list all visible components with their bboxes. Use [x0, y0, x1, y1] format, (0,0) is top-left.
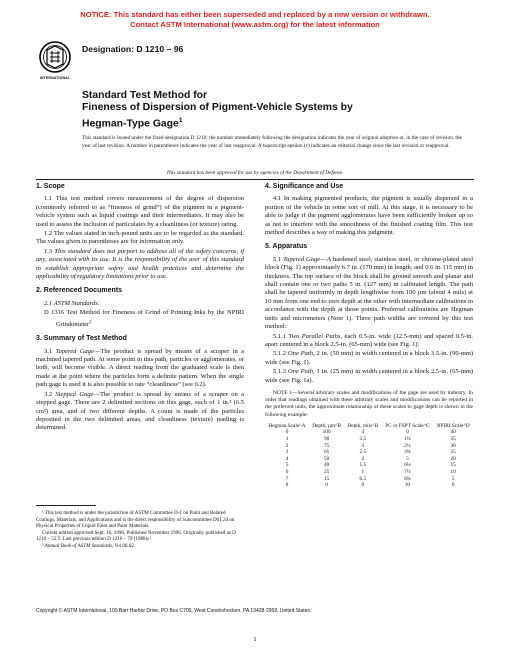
footnote-1: ¹ This test method is under the jurisdiction of ASTM Committee D-1 on Paint and Related Coatings, Materials, and Applications and is the direct responsibility of Subcommittee D01.24 on Physical Properties of Liquid Paint and Paint Materials. — [36, 510, 235, 530]
table-cell: 5 — [406, 455, 409, 462]
table-cell: 0 — [451, 482, 455, 489]
table-cell: 4 — [361, 429, 365, 436]
table-cell: 7½ — [404, 468, 411, 475]
table-cell: 8 — [285, 482, 289, 489]
reference-d1316: D 1316 Test Method for Fineness of Grind of Printing Inks by the NPIRI Grindometer$^2$ — [44, 309, 244, 328]
table-cell: 6 — [285, 468, 289, 475]
table-cell: 5 — [451, 475, 455, 482]
paragraph-1-1: 1.1 This test method covers measurement of the degree of dispersion (commonly referred to as “fineness of grind”) of the pigment in a pigment-vehicle system such as liquid coatings and their intermediates. It may also be used to assess the inclusion of particulates by a cleanliness (or texture) rating. — [36, 195, 244, 228]
table-cell: 3 — [285, 449, 289, 456]
scale-table — [265, 423, 473, 489]
note-1: NOTE 1—Several arbitrary scales and modifications of the gage are used by industry. In order that readings obtained with these arbitrary scales and modifications can be reported in the preferred units, the approximate relationship of these scales to gage depth is shown in the following example: — [265, 389, 473, 418]
table-cell: 35 — [450, 435, 456, 442]
paragraph-3-1: 3.1 Tapered Gage—The product is spread by means of a scraper in a machined tapered path. At some point in this path, particles or agglomerates, or both, will become visible. A direct reading from the graduated scale is then made at the point where the particles form a definite pattern. When the single path gage is used it is also possible to rate “cleanliness” (see 6.2). — [36, 347, 245, 389]
table-cell: 8¾ — [404, 475, 411, 482]
section-heading-significance: 4. Significance and Use — [265, 183, 344, 190]
table-cell: 0 — [406, 429, 409, 436]
notice-line-1: NOTICE: This standard has either been superseded and replaced by a new version or withdrawn. — [80, 10, 430, 19]
paragraph-1-2: 1.2 The values stated in inch-pound units are to be regarded as the standard. The values given in parentheses are for information only. — [36, 230, 244, 246]
table-cell: 20 — [450, 455, 456, 462]
table-cell: 0 — [325, 482, 328, 489]
table-cell: 15 — [450, 462, 456, 469]
copyright-line: Copyright © ASTM International, 100 Barr Harbor Drive, PO Box C700, West Conshohocken, PA 19428-2959, United States. — [36, 608, 312, 614]
table-cell: 30 — [450, 442, 456, 449]
paragraph-5-1-1: 5.1.1 Two Parallel Paths, each 0.5-in. wide (12.5-mm) and spaced 0.5-in. apart centered in a block 2.5-in. (65-mm) wide (see Fig. 1). — [265, 332, 474, 348]
issuance-note: This standard is issued under the fixed designation D 1210; the number immediately following the designation indicates the year of original adoption or, in the case of revision, the year of last revision. A number in parentheses indicates the year of last reapproval. A superscript epsilon (ε) indicates an editorial change since the last revision or reapproval. — [82, 135, 462, 149]
table-cell: 5 — [285, 462, 289, 469]
table-cell: 90 — [323, 435, 330, 442]
table-row — [265, 443, 473, 450]
paragraph-5-1-2: 5.1.2 One Path, 2 in. (50 mm) in width centered in a block 3.5-in. (90-mm) wide (see Fig. 1). — [265, 350, 474, 366]
table-cell: 25 — [450, 449, 456, 456]
right-column — [265, 180, 473, 489]
table-row — [265, 476, 473, 483]
table-cell: 4 — [285, 455, 289, 462]
paragraph-3-2: 3.2 Stepped Gage—The product is spread by means of a scraper on a stepped gage. There are 2 delimited sections on this gage, each of 1 in.² (6.5 cm²) area, and of two different depths. A count is made of the particles deposited in the two delimited areas, and cleanliness (texture) reading is determined. — [36, 390, 244, 432]
title-footnote-mark: 1 — [178, 116, 183, 124]
table-row — [265, 449, 473, 456]
table-header-row — [265, 423, 473, 430]
table-cell: 15 — [323, 475, 330, 482]
table-row — [265, 456, 473, 463]
footnote-2: ² Annual Book of ASTM Standards, Vol 06.02. — [42, 542, 136, 549]
table-cell: 25 — [323, 468, 330, 475]
table-cell: 75 — [323, 442, 330, 449]
table-cell: 6¼ — [404, 462, 411, 469]
page-number: 1 — [253, 636, 257, 643]
astm-logo-icon — [38, 40, 72, 76]
table-cell: 0 — [361, 482, 365, 489]
table-cell: 1 — [285, 435, 289, 442]
table-cell: 10 — [450, 468, 456, 475]
table-cell: 0 — [285, 429, 289, 436]
footnote-1-edition: Current edition approved Sept. 10, 1996. Published November 1996. Originally published as D 1210 – 52 T. Last previous edition D 1210 – 79 (1988)ε¹. — [36, 529, 236, 543]
table-cell: 3.5 — [359, 435, 367, 442]
approval-note: This standard has been approved for use by agencies of the Department of Defense. — [166, 170, 344, 176]
document-title — [82, 90, 442, 131]
table-cell: 2.5 — [359, 449, 367, 456]
table-header: Depth, mils^B — [347, 422, 379, 429]
table-cell: 2½ — [404, 442, 411, 449]
table-cell: 2 — [361, 455, 365, 462]
table-cell: 3 — [361, 442, 365, 449]
designation: Designation: D 1210 – 96 — [82, 44, 184, 54]
table-cell: 65 — [323, 449, 330, 456]
title-line-1: Standard Test Method for — [82, 90, 208, 101]
paragraph-5-1: 5.1 Tapered Gage—A hardened steel, stainless steel, or chrome-plated steel block (Fig. 1) approximately 6.7 in. (170 mm) in length, and 0.6 in. (15 mm) in thickness. The top surface of the block shall be ground smooth and planar and shall contain one or two paths 5 in. (127 mm) in calibrated length. The path shall be tapered uniformly in depth lengthwise from 100 µm (about 4 mils) at 10 mm from one end to zero depth at the other with intermediate calibrations in accordance with the depth at those points. Preferred calibrations are Hegman units and micrometers (Note 1). Three path widths are covered by this test method: — [265, 255, 474, 331]
title-line-3: Hegman-Type Gage$^1$ — [82, 116, 183, 130]
table-cell: 7 — [285, 475, 289, 482]
left-column — [36, 180, 244, 434]
table-cell: 1 — [361, 468, 365, 475]
table-row — [265, 429, 473, 436]
table-header: Hegman Scale^A — [268, 422, 306, 429]
logo-subtext: INTERNATIONAL — [39, 76, 71, 80]
table-cell: 40 — [323, 462, 330, 469]
section-heading-referenced-documents: 2. Referenced Documents — [36, 287, 122, 295]
table-body — [265, 429, 473, 488]
table-row — [265, 462, 473, 469]
table-cell: 100 — [322, 429, 331, 436]
table-cell: 1¼ — [404, 435, 411, 442]
table-header: PC or FSPT Scale^C — [385, 422, 430, 429]
table-cell: 3¾ — [404, 449, 411, 456]
footnote-divider — [36, 505, 96, 506]
table-cell: 0.5 — [359, 475, 367, 482]
table-cell: 2 — [285, 442, 289, 449]
table-cell: 40 — [450, 429, 456, 436]
paragraph-4-1: 4.1 In making pigmented products, the pigment is usually dispersed in a portion of the vehicle in some sort of mill. At this stage, it is necessary to be able to judge if the pigment agglomerates have been sufficiently broken up so as not to interfere with the smoothness of the finished coating film. This test method describes a way of making this judgment. — [265, 195, 473, 237]
table-cell: 50 — [323, 455, 330, 462]
reference-astm-standards: 2.1 ASTM Standards: — [44, 299, 100, 307]
table-header: Depth, µm^B — [312, 422, 342, 429]
table-row — [265, 436, 473, 443]
paragraph-1-3: 1.3 This standard does not purport to address all of the safety concerns, if any, associated with its use. It is the responsibility of the user of this standard to establish appropriate safety and health practices and determine the applicability of regulatory limitations prior to use. — [36, 247, 244, 281]
table-cell: 1.5 — [359, 462, 367, 469]
table-header: NPIRI Scale^D — [436, 422, 470, 429]
paragraph-5-1-3: 5.1.3 One Path, 1 in. (25 mm) in width centered in a block 2.5-in. (65-mm) wide (see Fig. 1a). — [265, 368, 474, 384]
section-heading-summary: 3. Summary of Test Method — [36, 335, 127, 343]
section-heading-apparatus: 5. Apparatus — [265, 243, 308, 251]
table-row — [265, 482, 473, 489]
table-row — [265, 469, 473, 476]
footnotes — [36, 510, 244, 550]
section-heading-scope: 1. Scope — [36, 183, 65, 190]
notice-banner — [0, 10, 510, 30]
notice-line-2: Contact ASTM International (www.astm.org) for the latest information — [130, 20, 380, 29]
title-line-2: Fineness of Dispersion of Pigment-Vehicle Systems by — [82, 102, 353, 114]
table-cell: 10 — [404, 482, 411, 489]
